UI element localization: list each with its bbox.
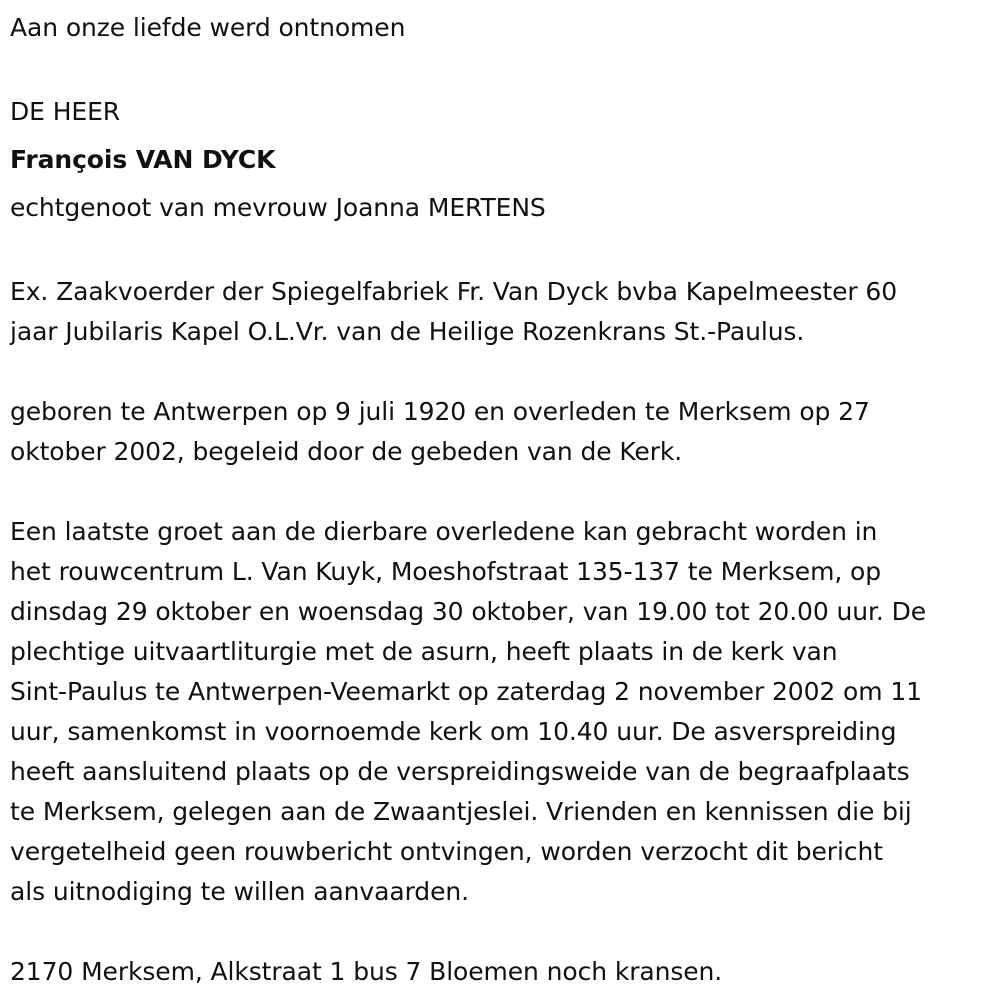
spacer [10, 912, 992, 952]
details-line: plechtige uitvaartliturgie met de asurn, heeft plaats in de kerk van [10, 637, 838, 666]
details-line: het rouwcentrum L. Van Kuyk, Moeshofstraat 135-137 te Merksem, op [10, 557, 882, 586]
birth-line-2: oktober 2002, begeleid door de gebeden van de Kerk. [10, 437, 683, 466]
intro-line: Aan onze liefde werd ontnomen [10, 13, 406, 42]
spacer [10, 232, 992, 272]
spacer [10, 352, 992, 392]
details-line: Sint-Paulus te Antwerpen-Veemarkt op zaterdag 2 november 2002 om 11 [10, 677, 922, 706]
details-line: heeft aansluitend plaats op de verspreidingsweide van de begraafplaats [10, 757, 910, 786]
spacer [10, 48, 992, 88]
details-line: te Merksem, gelegen aan de Zwaantjeslei. Vrienden en kennissen die bij [10, 797, 912, 826]
address-line: 2170 Merksem, Alkstraat 1 bus 7 Bloemen noch kransen. [10, 957, 723, 986]
profession-line-2: jaar Jubilaris Kapel O.L.Vr. van de Heilige Rozenkrans St.-Paulus. [10, 317, 805, 346]
deceased-name: François VAN DYCK [10, 145, 276, 174]
death-notice [10, 8, 992, 992]
profession-line-1: Ex. Zaakvoerder der Spiegelfabriek Fr. Van Dyck bvba Kapelmeester 60 [10, 277, 898, 306]
details-line: vergetelheid geen rouwbericht ontvingen, worden verzocht dit bericht [10, 837, 883, 866]
details-line: dinsdag 29 oktober en woensdag 30 oktober, van 19.00 tot 20.00 uur. De [10, 597, 926, 626]
birth-line-1: geboren te Antwerpen op 9 juli 1920 en overleden te Merksem op 27 [10, 397, 870, 426]
details-line: uur, samenkomst in voornoemde kerk om 10.40 uur. De asverspreiding [10, 717, 897, 746]
spacer [10, 472, 992, 512]
title-line: DE HEER [10, 97, 121, 126]
spouse-line: echtgenoot van mevrouw Joanna MERTENS [10, 193, 546, 222]
details-line: Een laatste groet aan de dierbare overledene kan gebracht worden in [10, 517, 878, 546]
details-line: als uitnodiging te willen aanvaarden. [10, 877, 469, 906]
